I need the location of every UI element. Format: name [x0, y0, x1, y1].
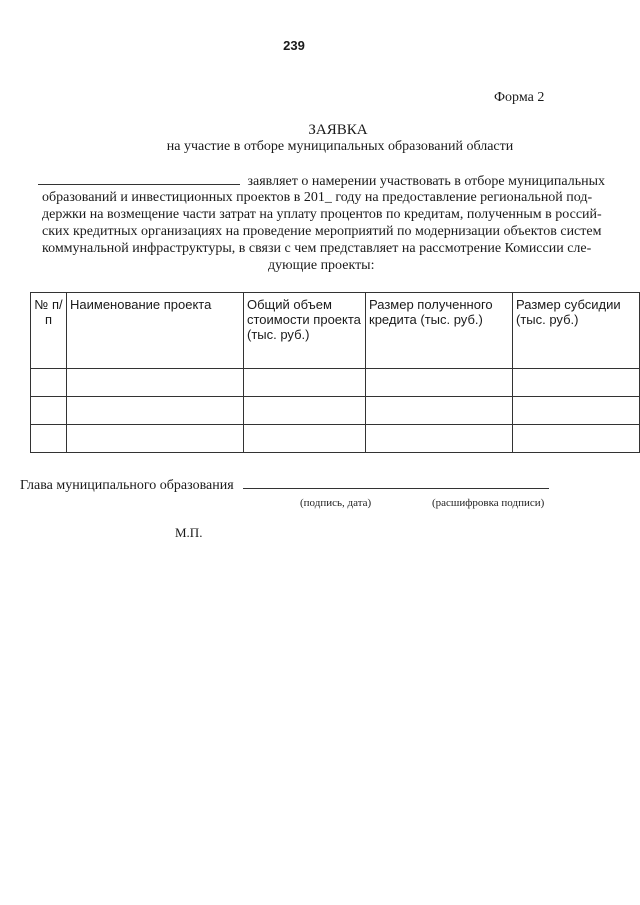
table-row — [31, 425, 640, 453]
intro-text-1: заявляет о намерении участвовать в отборе муниципальных — [247, 174, 606, 189]
table-cell — [244, 369, 366, 397]
table-cell — [67, 425, 244, 453]
page-number: 239 — [283, 38, 305, 53]
intro-paragraph — [20, 172, 640, 274]
table-cell — [513, 397, 640, 425]
form-label: Форма 2 — [494, 90, 545, 105]
header-total-cost: Общий объем стоимости проекта (тыс. руб.) — [244, 293, 366, 369]
seal-placeholder: М.П. — [175, 525, 203, 540]
table-cell — [67, 369, 244, 397]
projects-table — [30, 292, 640, 453]
table-cell — [366, 425, 513, 453]
table-row — [31, 369, 640, 397]
document-title: ЗАЯВКА — [308, 122, 368, 138]
signature-decoding-caption: (расшифровка подписи) — [432, 497, 545, 509]
table-cell — [513, 369, 640, 397]
applicant-name-blank — [38, 172, 240, 185]
intro-line-2: образований и инвестиционных проектов в 201_ году на предоставление региональной под- — [42, 190, 593, 205]
header-project-name: Наименование проекта — [67, 293, 244, 369]
header-num: № п/п — [31, 293, 67, 369]
table-cell — [67, 397, 244, 425]
signature-line — [243, 478, 549, 489]
intro-line-5: коммунальной инфраструктуры, в связи с чем представляет на рассмотрение Комиссии сле- — [42, 241, 592, 256]
table-cell — [244, 425, 366, 453]
signature-date-caption: (подпись, дата) — [300, 497, 372, 509]
intro-line-1 — [20, 172, 640, 189]
intro-line-4: ских кредитных организациях на проведение мероприятий по модернизации объектов систем — [42, 224, 602, 239]
table-cell — [366, 397, 513, 425]
signature-block — [20, 478, 549, 494]
table-header-row — [31, 293, 640, 369]
intro-line-3: держки на возмещение части затрат на уплату процентов по кредитам, полученным в россий- — [42, 207, 602, 222]
intro-line-6: дующие проекты: — [268, 258, 375, 273]
signature-label: Глава муниципального образования — [20, 478, 234, 493]
table-cell — [366, 369, 513, 397]
table-cell — [31, 397, 67, 425]
table-cell — [31, 425, 67, 453]
table-row — [31, 397, 640, 425]
table-cell — [513, 425, 640, 453]
table-cell — [244, 397, 366, 425]
header-credit: Размер полученного кредита (тыс. руб.) — [366, 293, 513, 369]
table-cell — [31, 369, 67, 397]
document-subtitle: на участие в отборе муниципальных образований области — [166, 139, 514, 154]
header-subsidy: Размер субсидии (тыс. руб.) — [513, 293, 640, 369]
